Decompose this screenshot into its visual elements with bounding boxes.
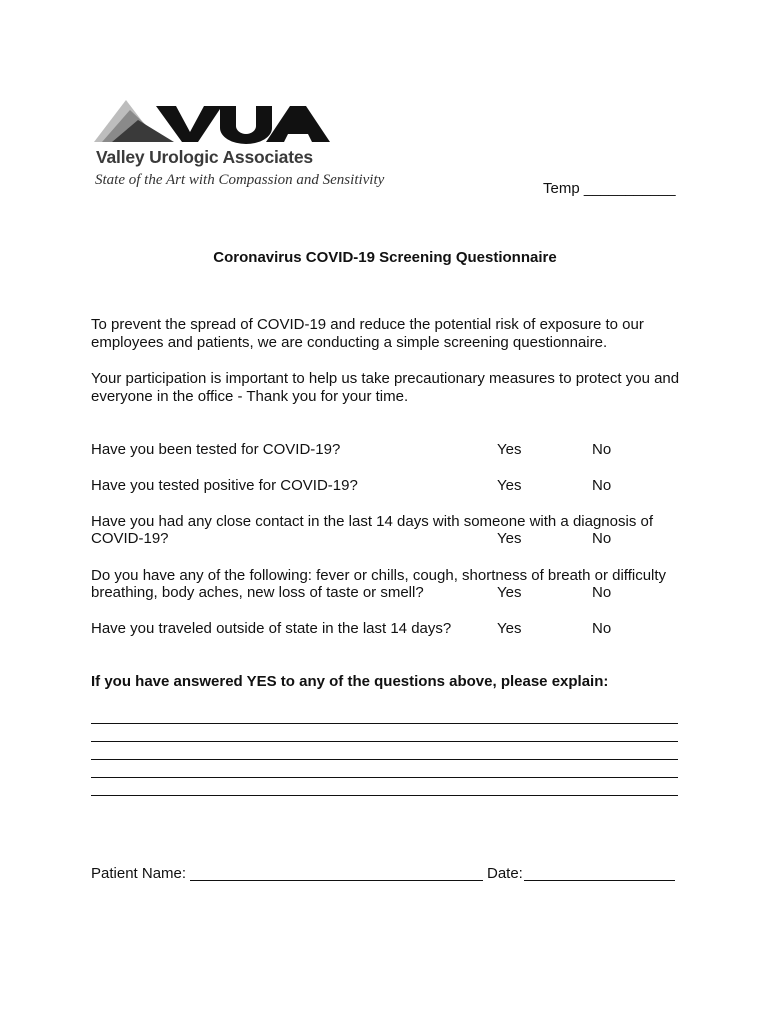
explain-line-3[interactable]	[91, 759, 678, 760]
question-3-no[interactable]: No	[592, 530, 612, 547]
logo-letters	[156, 106, 330, 144]
temp-field[interactable]: Temp ___________	[543, 180, 676, 197]
explain-line-1[interactable]	[91, 723, 678, 724]
patient-name-label: Patient Name:	[91, 865, 187, 882]
question-5-yes[interactable]: Yes	[497, 620, 522, 637]
question-2-yes[interactable]: Yes	[497, 477, 522, 494]
page-title: Coronavirus COVID-19 Screening Questionnaire	[213, 249, 557, 266]
patient-name-field[interactable]	[190, 880, 483, 881]
explain-prompt: If you have answered YES to any of the questions above, please explain:	[91, 673, 609, 690]
explain-line-5[interactable]	[91, 795, 678, 796]
question-2-no[interactable]: No	[592, 477, 612, 494]
question-5-text: Have you traveled outside of state in the last 14 days?	[91, 620, 452, 637]
intro-paragraph-1: To prevent the spread of COVID-19 and reduce the potential risk of exposure to our employees and patients, we are conducting a simple screening questionnaire.	[91, 316, 644, 351]
explain-line-4[interactable]	[91, 777, 678, 778]
question-3-line-1: Have you had any close contact in the last 14 days with someone with a diagnosis of	[91, 513, 653, 530]
logo-company-name: Valley Urologic Associates	[96, 147, 313, 167]
intro-paragraph-2: Your participation is important to help us take precautionary measures to protect you and everyone in the office - Thank you for your time.	[91, 370, 680, 405]
question-4-no[interactable]: No	[592, 584, 612, 601]
question-5-no[interactable]: No	[592, 620, 612, 637]
question-4-line-2: breathing, body aches, new loss of taste or smell?	[91, 584, 424, 601]
question-4-line-1: Do you have any of the following: fever or chills, cough, shortness of breath or difficulty	[91, 567, 667, 584]
question-4-yes[interactable]: Yes	[497, 584, 522, 601]
question-1-yes[interactable]: Yes	[497, 441, 522, 458]
explain-line-2[interactable]	[91, 741, 678, 742]
question-2-text: Have you tested positive for COVID-19?	[91, 477, 358, 494]
question-1-no[interactable]: No	[592, 441, 612, 458]
vua-logo-mark	[94, 96, 334, 144]
question-3-line-2: COVID-19?	[91, 530, 169, 547]
question-3-yes[interactable]: Yes	[497, 530, 522, 547]
logo-tagline: State of the Art with Compassion and Sensitivity	[95, 172, 385, 188]
date-field[interactable]	[524, 880, 675, 881]
date-label: Date:	[487, 865, 523, 882]
question-1-text: Have you been tested for COVID-19?	[91, 441, 341, 458]
